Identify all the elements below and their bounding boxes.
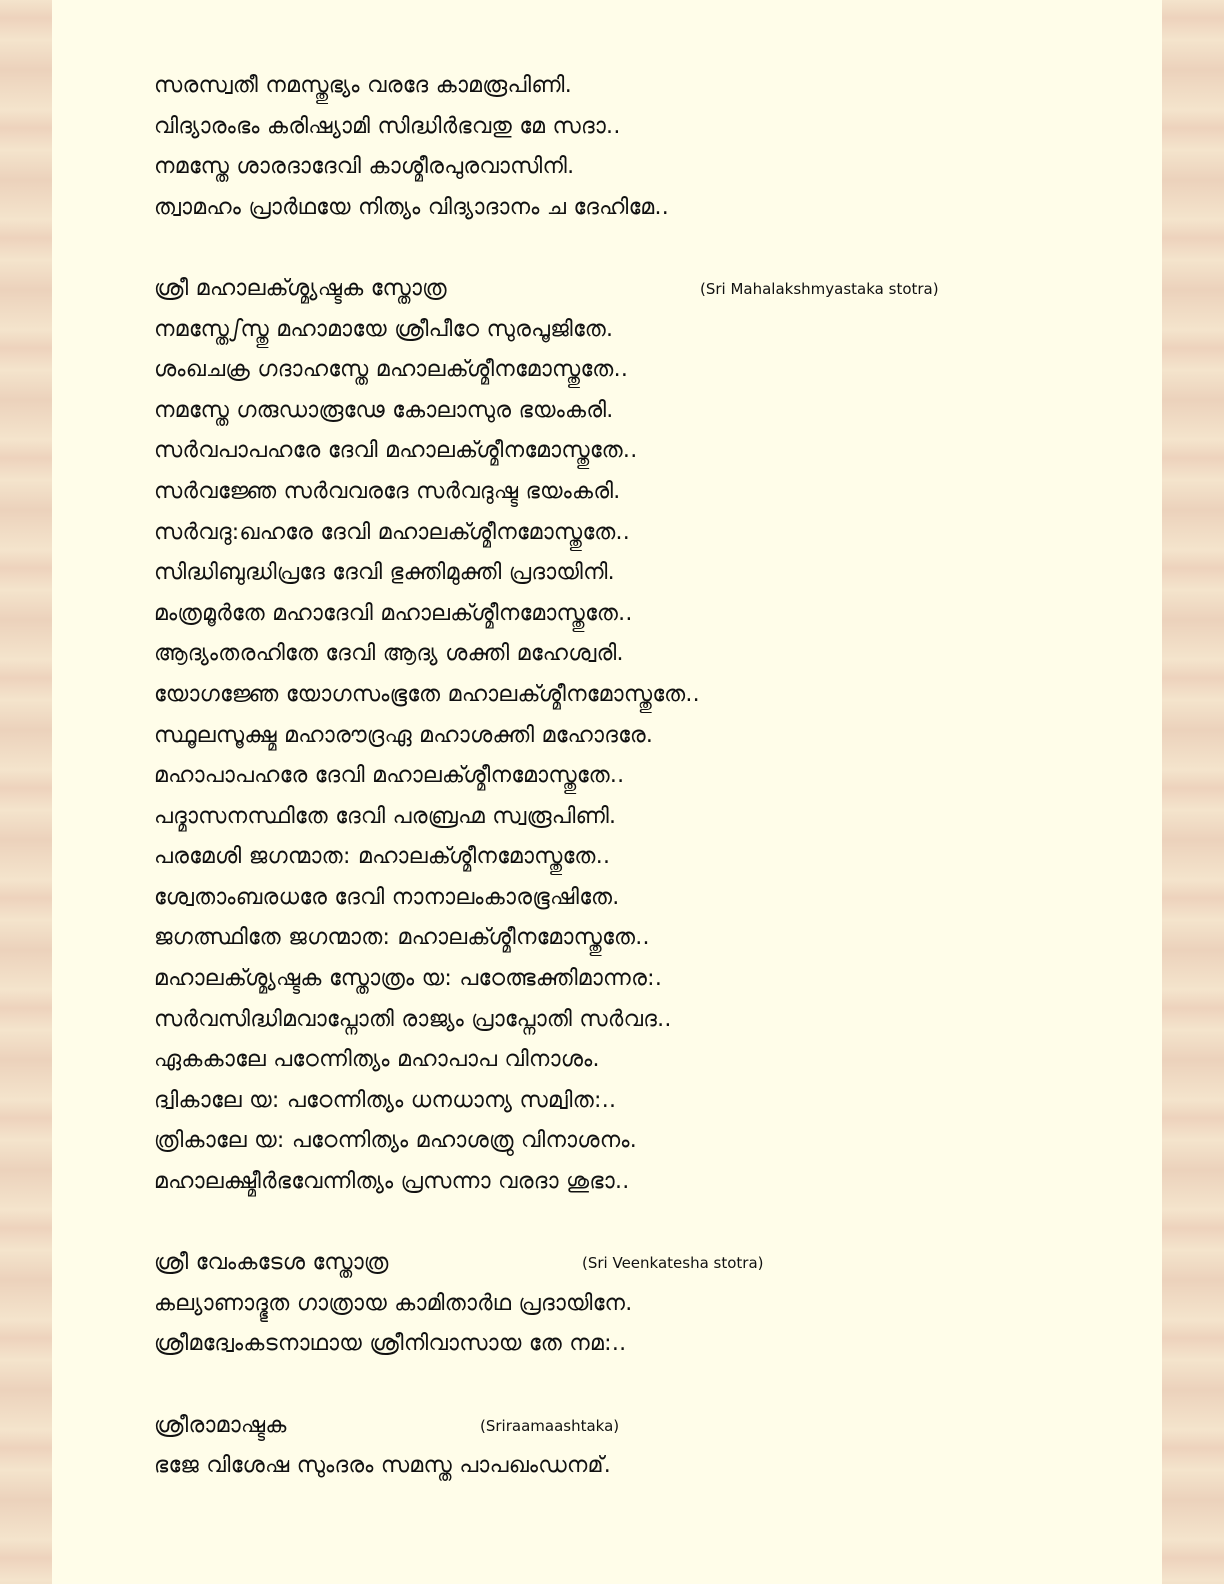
verse-line: മഹാപാപഹരേ ദേവി മഹാലക്ശ്മീനമോസ്തുതേ.. <box>154 763 625 789</box>
verse-line: സർവദു:ഖഹരേ ദേവി മഹാലക്ശ്മീനമോസ്തുതേ.. <box>154 519 631 545</box>
section-heading-mahalakshmi <box>154 269 1114 310</box>
section-title: ശ്രീ മഹാലക്ശ്മ്യഷ്ടക സ്തോത്ര <box>154 275 447 301</box>
section-spacer <box>154 1365 1114 1406</box>
verse-line: ത്രികാലേ യ: പഠേന്നിത്യം മഹാശത്രു വിനാശനം. <box>154 1128 638 1154</box>
stotra-text-block <box>154 66 1114 1487</box>
section-heading-ramashtaka <box>154 1406 1114 1447</box>
verse-line: ഏകകാലേ പഠേന്നിത്യം മഹാപാപ വിനാശം. <box>154 1047 600 1073</box>
verse-line: സ്ഥൂലസൂക്ഷ്മ മഹാരൗദ്രഏ മഹാശക്തി മഹോദരേ. <box>154 722 654 748</box>
paper-texture-left <box>0 0 52 1584</box>
verse-line: പദ്മാസനസ്ഥിതേ ദേവി പരബ്രഹ്മ സ്വരൂപിണി. <box>154 803 617 829</box>
verse-line: ഭജേ വിശേഷ സുംദരം സമസ്ത പാപഖംഡനമ്. <box>154 1453 612 1479</box>
section-title: ശ്രീ വേംകടേശ സ്തോത്ര <box>154 1250 389 1276</box>
verse-line: നമസ്തേ ഗരുഡാരൂഢേ കോലാസുര ഭയംകരി. <box>154 397 614 423</box>
section-title: ശ്രീരാമാഷ്ടക <box>154 1412 287 1438</box>
section-transliteration: (Sriraamaashtaka) <box>480 1416 620 1435</box>
verse-line: മഹാലക്ശ്മ്യഷ്ടക സ്തോത്രം യ: പഠേത്ഭക്തിമാന്നര:. <box>154 966 663 992</box>
verse-line: നമസ്തേഽസ്തു മഹാമായേ ശ്രീപീഠേ സുരപൂജിതേ. <box>154 316 614 342</box>
verse-line: ത്വാമഹം പ്രാർഥയേ നിത്യം വിദ്യാദാനം ച ദേഹിമേ.. <box>154 194 670 220</box>
verse-line: സർവസിദ്ധിമവാപ്നോതി രാജ്യം പ്രാപ്നോതി സർവദ.. <box>154 1006 672 1032</box>
verse-line: യോഗജ്ഞേ യോഗസംഭൂതേ മഹാലക്ശ്മീനമോസ്തുതേ.. <box>154 681 700 707</box>
section-spacer <box>154 228 1114 269</box>
verse-line: മംത്രമൂർതേ മഹാദേവി മഹാലക്ശ്മീനമോസ്തുതേ.. <box>154 600 633 626</box>
section-transliteration: (Sri Mahalakshmyastaka stotra) <box>700 279 939 298</box>
verse-line: സരസ്വതീ നമസ്തുഭ്യം വരദേ കാമരൂപിണി. <box>154 73 572 98</box>
verse-line: വിദ്യാരംഭം കരിഷ്യാമി സിദ്ധിർഭവതു മേ സദാ.. <box>154 113 621 139</box>
verse-line: ശംഖചക്ര ഗദാഹസ്തേ മഹാലക്ശ്മീനമോസ്തുതേ.. <box>154 357 629 383</box>
verse-line: മഹാലക്ഷ്മീർഭവേന്നിത്യം പ്രസന്നാ വരദാ ശുഭാ.. <box>154 1169 630 1195</box>
verse-line: പരമേശി ജഗന്മാത: മഹാലക്ശ്മീനമോസ്തുതേ.. <box>154 844 611 870</box>
verse-line: ജഗത്സ്ഥിതേ ജഗന്മാത: മഹാലക്ശ്മീനമോസ്തുതേ.. <box>154 925 650 951</box>
section-transliteration: (Sri Veenkatesha stotra) <box>582 1254 764 1273</box>
section-heading-venkatesha <box>154 1243 1114 1284</box>
verse-line: കല്യാണാദ്ഭുത ഗാത്രായ കാമിതാർഥ പ്രദായിനേ. <box>154 1290 633 1316</box>
verse-line: സിദ്ധിബുദ്ധിപ്രദേ ദേവി ഭുക്തിമുക്തി പ്രദായിനി. <box>154 560 615 586</box>
verse-line: ശ്രീമദ്വേംകടനാഥായ ശ്രീനിവാസായ തേ നമ:.. <box>154 1331 627 1357</box>
verse-line: ശ്വേതാംബരധരേ ദേവി നാനാലംകാരഭൂഷിതേ. <box>154 884 620 910</box>
verse-line: ദ്വികാലേ യ: പഠേന്നിത്യം ധനധാന്യ സമ്വിത:.. <box>154 1087 617 1113</box>
section-spacer <box>154 1203 1114 1244</box>
verse-line: സർവപാപഹരേ ദേവി മഹാലക്ശ്മീനമോസ്തുതേ.. <box>154 438 638 464</box>
verse-line: നമസ്തേ ശാരദാദേവി കാശ്മീരപുരവാസിനി. <box>154 154 575 180</box>
paper-texture-right <box>1162 0 1224 1584</box>
verse-line: ആദ്യംതരഹിതേ ദേവി ആദ്യ ശക്തി മഹേശ്വരി. <box>154 641 624 667</box>
verse-line: സർവജ്ഞേ സർവവരദേ സർവദുഷ്ട ഭയംകരി. <box>154 478 621 504</box>
